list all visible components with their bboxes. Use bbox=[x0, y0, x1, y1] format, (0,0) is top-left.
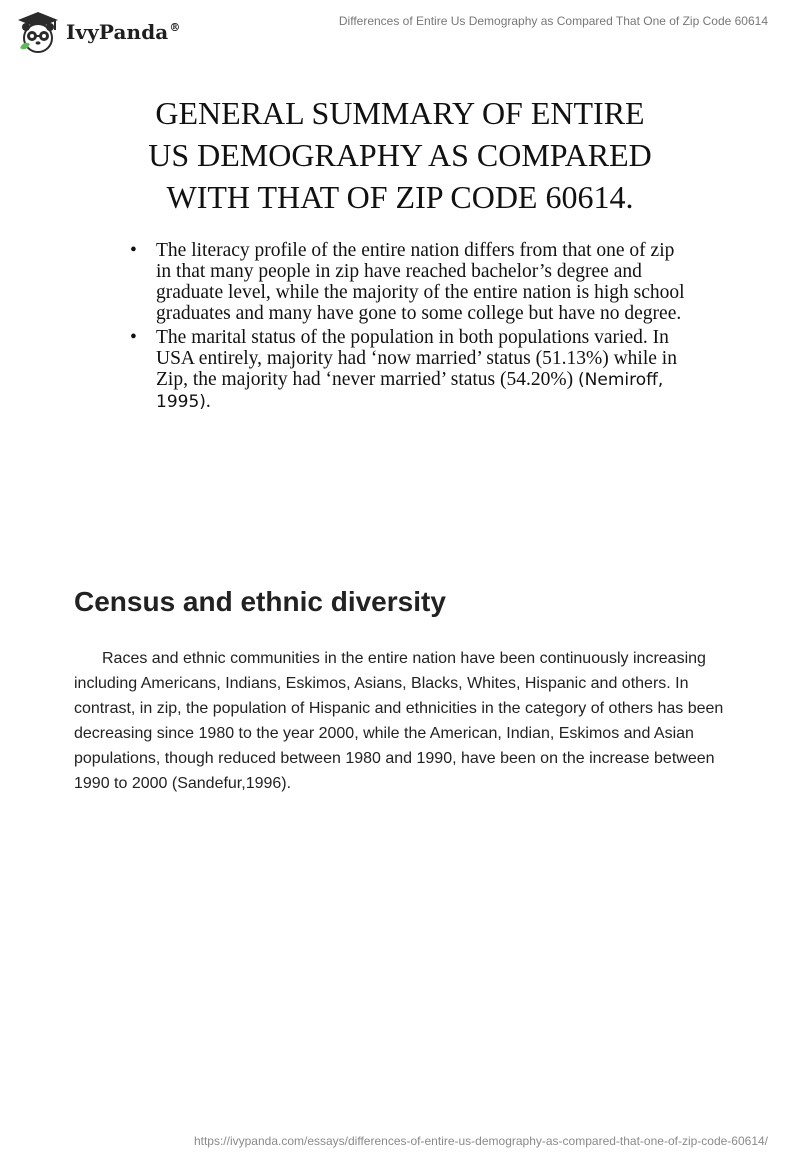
bullet-text: The marital status of the population in both populations varied. In USA entirely, majority had ‘now married’ status (51.13%) while in Zip, the majority had ‘never married’ status (54.20%) bbox=[156, 327, 677, 390]
document-title: Differences of Entire Us Demography as Compared That One of Zip Code 60614 bbox=[338, 14, 768, 28]
bullet-tail: . bbox=[205, 391, 211, 412]
bullet-item bbox=[126, 327, 686, 413]
slide-title-line: WITH THAT OF ZIP CODE 60614. bbox=[166, 179, 634, 215]
body-paragraph: Races and ethnic communities in the entire nation have been continuously increasing including Americans, Indians, Eskimos, Asians, Blacks, Whites, Hispanic and others. In contrast, in zip, the population of Hispanic and ethnicities in the category of others has been decreasing since 1980 to the year 2000, while the American, Indian, Eskimos and Asian populations, though reduced between 1980 and 1990, have been on the increase between 1990 to 2000 (Sandefur,1996). bbox=[74, 650, 724, 792]
slide-title-line: US DEMOGRAPHY AS COMPARED bbox=[148, 137, 652, 173]
source-url[interactable]: https://ivypanda.com/essays/differences-of-entire-us-demography-as-compared-that-one-of-zip-code-60614/ bbox=[193, 1134, 768, 1148]
bullet-citation: (Nemiroff, 1995) bbox=[156, 370, 664, 412]
page-header bbox=[0, 0, 800, 60]
brand-name: IvyPanda® bbox=[66, 20, 181, 44]
slide-bullet-list bbox=[126, 240, 686, 416]
slide-title bbox=[100, 92, 700, 218]
bullet-item bbox=[126, 240, 686, 324]
bullet-marker: • bbox=[130, 327, 137, 348]
ivypanda-logo[interactable] bbox=[14, 8, 180, 56]
bullet-marker: • bbox=[130, 240, 137, 261]
panda-graduate-icon bbox=[14, 8, 62, 56]
section-heading: Census and ethnic diversity bbox=[74, 586, 446, 617]
slide-title-line: GENERAL SUMMARY OF ENTIRE bbox=[155, 95, 645, 131]
bullet-text: The literacy profile of the entire nation differs from that one of zip in that many people in zip have reached bachelor’s degree and graduate level, while the majority of the entire nation is high school graduates and many have gone to some college but have no degree. bbox=[156, 240, 685, 324]
